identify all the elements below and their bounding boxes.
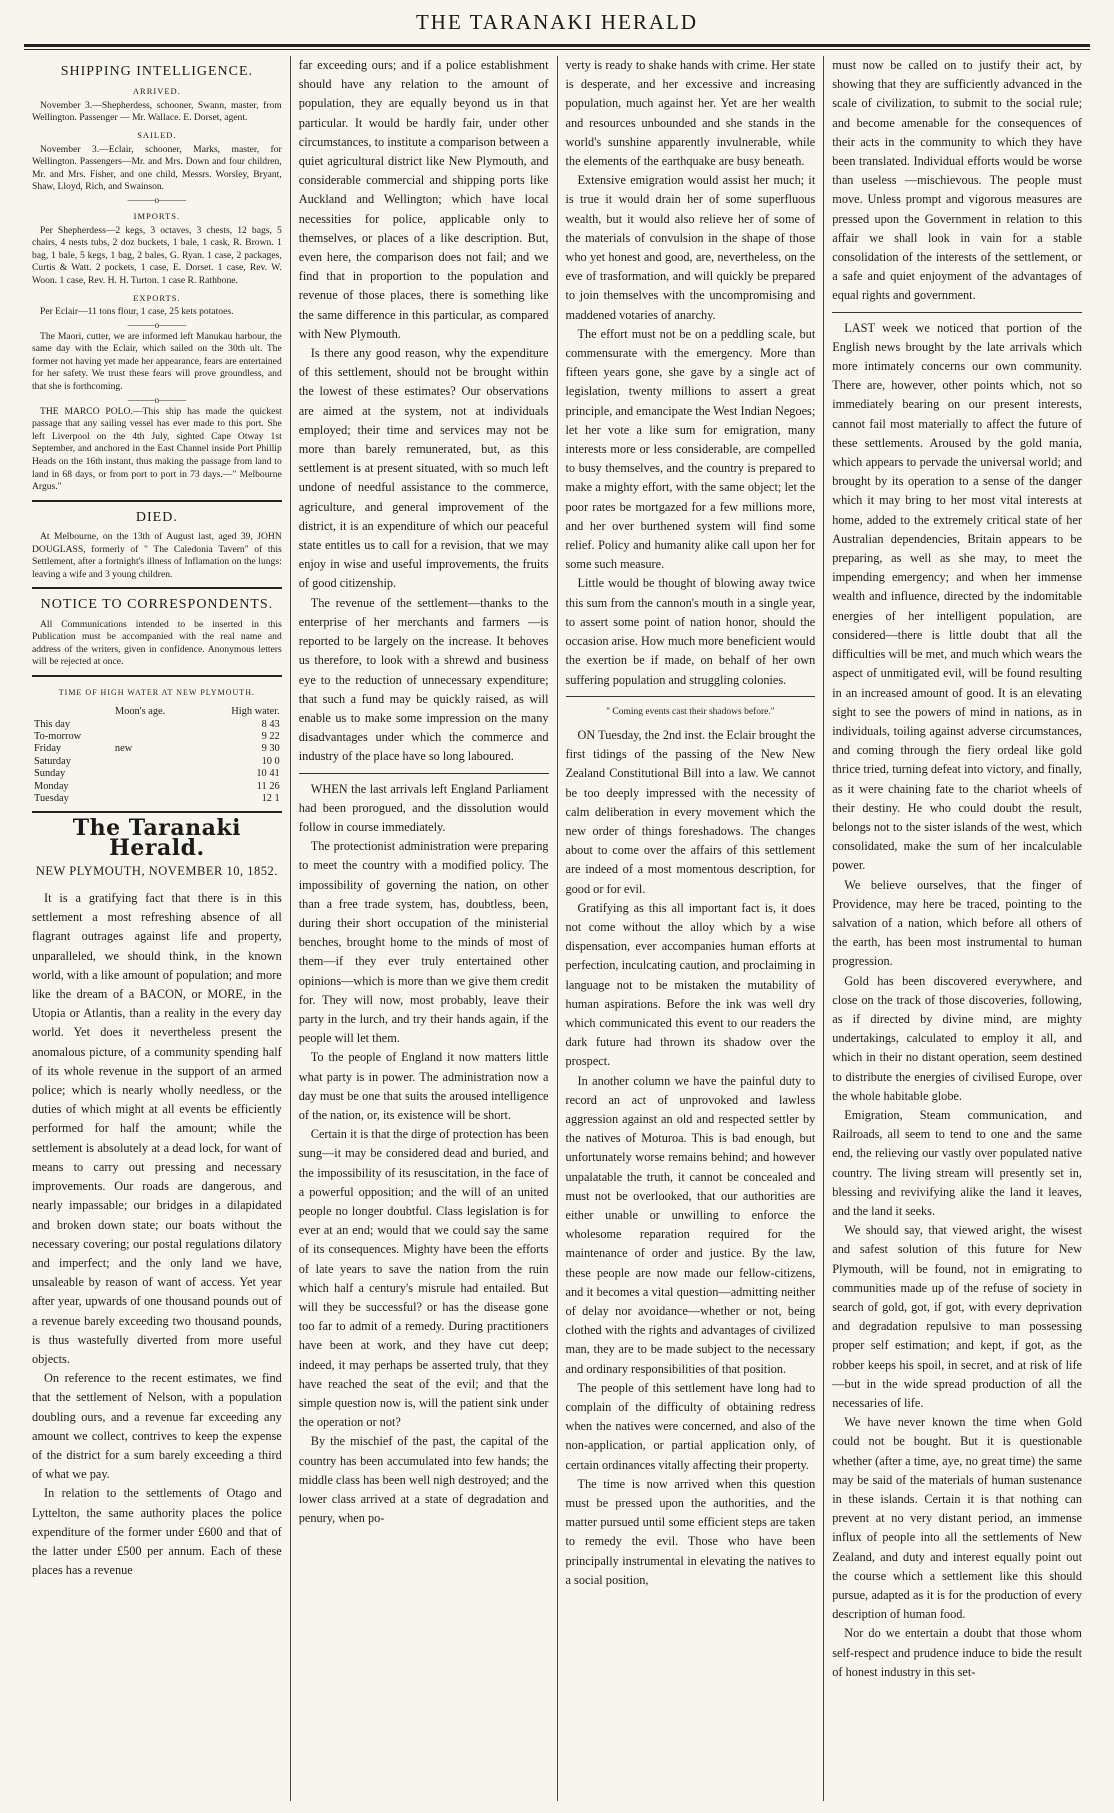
tide-row	[32, 743, 282, 755]
divider	[32, 500, 282, 502]
tide-col-high: High water.	[231, 706, 280, 718]
masthead-rule	[24, 44, 1090, 50]
editorial-col1	[32, 889, 282, 1580]
notice-text: All Communications intended to be inserted in this Publication must be accompanied with the real name and address of the writers, given in confidence. Anonymous letters will be rejected at once.	[32, 618, 282, 668]
tide-time: 9 22	[261, 731, 280, 742]
tide-day: Sunday	[34, 768, 66, 780]
tide-moon	[113, 781, 199, 793]
dateline: NEW PLYMOUTH, NOVEMBER 10, 1852.	[35, 863, 278, 878]
tide-day: Tuesday	[34, 793, 69, 805]
tide-time: 8 43	[261, 718, 280, 730]
tide-moon	[113, 768, 199, 780]
tide-time: 9 30	[261, 743, 280, 755]
masthead: THE TARANAKI HERALD	[415, 10, 699, 34]
died-text: At Melbourne, on the 13th of August last, aged 39, JOHN DOUGLASS, formerly of " The Caledonia Tavern" of this Settlement, after a fortnight's illness of Inflamation on the lungs: leaving a wife and 3 young children.	[32, 531, 282, 580]
tide-row	[32, 756, 282, 768]
paragraph: Little would be thought of blowing away twice this sum from the cannon's mouth in a single year, to assert some point of nation honor, should the occasion arise. How much more beneficient would the exertion be if made, on behalf of her own suffering population and struggling colonies.	[565, 576, 816, 687]
died-block	[32, 531, 282, 581]
paragraph: ON Tuesday, the 2nd inst. the Eclair brought the first tidings of the passing of the New New Zealand Constitutional Bill into a law. We cannot be too deeply impressed with the necessity of calm deliberation in every movement which the new order of things foreshadows. The changes about to come over the affairs of this settlement are indeed of a most momentous description, for good or for evil.	[565, 727, 816, 896]
separator: ———o———	[127, 194, 187, 205]
paragraph: The revenue of the settlement—thanks to the enterprise of her merchants and farmers —is reported to be largely on the increase. It behoves us therefore, to look with a shrewd and business eye to the reduction of unnecessary expenditure; that such a fund may be quickly raised, as will enable us to make some impression on the many disadvantages under which the commerce and industry of the place have so long laboured.	[298, 595, 549, 764]
paragraph: We should say, that viewed aright, the wisest and safest solution of this future for New Plymouth, will be found, not in emigrating to communities made up of the refuse of society in search of gold, got, if got, with every deprivation and degradation repulsive to man possessing proper self estimation; and kept, if got, as the robber keeps his spoil, in secret, and at risk of life—but in the wide spread production of all the necessaries of life.	[832, 1223, 1082, 1411]
tide-moon	[113, 756, 199, 768]
tide-row	[32, 781, 282, 793]
paragraph: WHEN the last arrivals left England Parliament had been prorogued, and the dissolution would follow in course immediately.	[298, 781, 549, 834]
paragraph: To the people of England it now matters little what party is in power. The administration now a day must be one that suits the aroused intelligence of the nation, or, its existence will be short.	[298, 1050, 549, 1122]
paragraph: verty is ready to shake hands with crime. Her state is desperate, and her excessive and increasing population, much against her. Yet are her wealth and resources unbounded and she stands in the world's sunshine apparently invulnerable, while the elements of the earthquake are busy beneath.	[565, 58, 816, 169]
paragraph: The effort must not be on a peddling scale, but commensurate with the emergency. More than fifteen years gone, she gave by a single act of legislation, twenty millions to assert a great principle, and emancipate the West Indian Negoes; let her vote a like sum for emigration, many interests more or less considerable, are compelled to busy themselves, and the country is prepared to make a mighty effort, with the same object; let the poor rates be mortgazed for a few millions more, and her over burthened system will find some relief. Policy and humanity alike call upon her for some such measure.	[565, 326, 816, 572]
marco-polo-text: THE MARCO POLO.—This ship has made the quickest passage that any sailing vessel has ever made to this port. She left Liverpool on the 4th July, sighted Cape Otway 1st September, and anchored in the East Channel inside Port Phillip Heads on the 16th instant, thus making the passage from land to land in 68 days, or from port to port in 73 days.—" Melbourne Argus."	[32, 405, 282, 493]
paragraph: In another column we have the painful duty to record an act of unprovoked and lawless aggression against an old and respected settler by the natives of Moturoa. This is bad enough, but unfortunately worse remains behind; and however unpalatable the truth, it cannot be concealed and must not be overlooked, that our authorities are either unable or unwilling to enforce the wholesome reparation required for the maintenance of order and justice. By the law, these people are now made our fellow-citizens, and it becomes a vital question—admitting neither of delay nor avoidance—whether or not, being clothed with the rights and advantages of civilized man, they are to be made subject to the necessary and ordinary responsibilities of that position.	[565, 1073, 816, 1376]
tide-row	[32, 768, 282, 780]
tide-table	[32, 706, 282, 805]
arrived-text: November 3.—Shepherdess, schooner, Swann, master, from Wellington. Passenger — Mr. Wallace. E. Dorset, agent.	[32, 99, 282, 124]
paragraph: Extensive emigration would assist her much; it is true it would drain her of some superfluous wealth, but it would also relieve her of some of the materials of convulsion in the shape of those who yet honest and good, are, nevertheless, on the eve of trasformation, and will quickly be prepared to join themselves with the uncompromising and maddened votaries of anarchy.	[565, 173, 816, 322]
paragraph: The people of this settlement have long had to complain of the difficulty of obtaining redress when the natives were concerned, and also of the non-application, or partial application only, of certain ordinances vitally affecting their property.	[565, 1380, 816, 1472]
quote: " Coming events cast their shadows before."	[606, 706, 775, 717]
died-title: DIED.	[135, 509, 178, 525]
shipping-title: SHIPPING INTELLIGENCE.	[60, 64, 254, 79]
tide-day: To-morrow	[34, 731, 82, 742]
paragraph: must now be called on to justify their act, by showing that they are sufficiently advanced in the scale of civilization, to submit to the social rule; and become amenable for the consequences of their acts in the community to which they have been translated. Individual efforts would be worse than useless —mischievous. The people must move. Unless prompt and vigorous measures are pressed upon the Government in relation to this affair we shall look in vain for a stable consolidation of the interests of the settlement, or a safe and quiet enjoyment of the advantages of equal rights and government.	[832, 58, 1082, 303]
sailed-text: November 3.—Eclair, schooner, Marks, master, for Wellington. Passengers—Mr. and Mrs. Down and four children, Mr. and Mrs. Fisher, and one child, Messrs. Worsley, Bryant, Shaw, Lloyd, Rich, and Swainson.	[32, 143, 282, 193]
paragraph: It is a gratifying fact that there is in this settlement a most refreshing absence of all flagrant outrages against life and property, unparalleled, we should think, in the known world, with a like amount of population; and more like the dream of a BACON, or MORE, in the Utopia or Atlantis, than a reality in the every day world. Yet does it nevertheless present the anomalous picture, of a community spending half of its whole revenue in the support of an armed police; which is nearly wholly needless, or the duties of which might at all events be efficiently performed for half the amount; while the settlement is absolutely at a dead lock, for want of means to carry out pressing and necessary improvements. Our roads are dangerous, and nearly impassable; our bridges in a dilapidated and broken down state; our boats without the necessary covering; our postal regulations dilatory and imperfect; and the only land we have, unsaleable by reason of want of access. Yet year after year, upwards of one thousand pounds out of a revenue barely exceeding two thousand pounds, is thus wastefully diverted from more useful objects.	[32, 891, 282, 1366]
sailed-label: SAILED.	[137, 129, 177, 140]
tide-time: 11 26	[256, 780, 280, 792]
paragraph: By the mischief of the past, the capital of the country has been accumulated into few hands; the middle class has been well nigh destroyed; and the lower class arrived at a state of degradation and penury, when po-	[298, 1434, 549, 1526]
divider	[832, 312, 1082, 313]
paragraph: We have never known the time when Gold could not be bought. But it is questionable whether (after a time, aye, no great time) the same may be said of the materials of human sustenance in these islands. Certain it is that nothing can prevent at no very distant period, an immense influx of people into all the settlements of New Zealand, and duty and interest equally point out the course which a settlement like this should pursue, adapted as it is for the production of every description of human food.	[832, 1415, 1082, 1622]
tide-day: Friday	[34, 743, 62, 755]
paragraph: The protectionist administration were preparing to meet the country with a modified policy. The impossibility of governing the nation, on other than a free trade system, has, doubtless, been, during their short occupation of the ministerial benches, brought home to the minds of most of them—if they ever truly entertained other opinions—which is more than we give them credit for. They will now, most probably, leave their party in the lurch, and try their hands again, if the people will let them.	[298, 839, 549, 1046]
tide-moon	[113, 719, 199, 731]
separator: ———o———	[127, 394, 187, 405]
imports-label: IMPORTS.	[133, 210, 181, 221]
paragraph: On reference to the recent estimates, we find that the settlement of Nelson, with a population doubling ours, and a revenue far exceeding any amount we collect, contrives to keep the expense of the district for a sum barely exceeding a third of what we pay.	[32, 1371, 282, 1482]
arrived-label: ARRIVED.	[132, 86, 181, 97]
herald-title: The Taranaki Herald.	[72, 815, 241, 861]
paragraph: Is there any good reason, why the expenditure of this settlement, should not be brought within the lowest of these estimates? Our observations are aimed at the system, not at individuals employed; their time and services may not be more than barely remunerated, but, as this settlement is at present situated, with so much left undone of needful assistance to the commerce, agriculture, and general improvement of the district, it is an expenditure of which our peaceful state entitles us to call for a revision, that we may enjoy in wise and useful improvements, the fruits of good citizenship.	[298, 346, 549, 591]
paragraph: LAST week we noticed that portion of the English news brought by the late arrivals which more intimately concerns our own community. There are, however, other points which, not so immediately bearing on our present interests, cannot fail most materially to affect the future of these settlements. Aroused by the gold mania, which appears to pervade the universal world; and brought by its operation to a sense of the danger which it may bring to her most vital interests at home, added to the extremely critical state of her Australian dependencies, Britain appears to be preparing, as well as she may, to meet the impending emergency; and when her immense wealth and influence, directed by the indomitable energies of her intelligent population, are considered—there is little doubt that all the difficulties will be met, and much which wears the aspect of unmitigated evil, will be found resulting in an increased amount of good. It is an elevating sight to see the powers of mind in nations, as in individuals, toiling against adverse circumstances, and coming through the fiery ordeal like gold thrice tried, turning defeat into victory, and finally, as it were chaining fate to the chariot wheels of their destiny. He who could doubt the result, belongs not to the sister islands of the west, which consolidated, make the sum of her incalculable power.	[832, 320, 1082, 873]
column-2	[290, 56, 557, 1801]
paragraph: In relation to the settlements of Otago and Lyttelton, the same authority places the police expenditure of the former under £600 and that of the latter under £500 per annum. Each of these places has a revenue	[32, 1486, 282, 1578]
divider	[566, 696, 816, 697]
paragraph: Nor do we entertain a doubt that those whom self-respect and prudence induce to bide the result of honest industry in this set-	[832, 1626, 1082, 1679]
paragraph: The time is now arrived when this question must be pressed upon the authorities, and the matter pursued until some efficient steps are taken to remedy the evil. Those who have been principally instrumental in elevating the natives to a social position,	[565, 1476, 816, 1587]
notice-title: NOTICE TO CORRESPONDENTS.	[40, 597, 274, 613]
columns	[24, 56, 1090, 1801]
column-3	[557, 56, 824, 1801]
tide-day: Saturday	[34, 755, 71, 767]
maori-cutter-text: The Maori, cutter, we are informed left Manukau harbour, the same day with the Eclair, which sailed on the 30th ult. The former not having yet made her appearance, fears are entertained for her safety. We trust these fears will prove groundless, and that she is forthcoming.	[32, 330, 282, 393]
shipping-block	[32, 85, 282, 494]
tide-col-moon: Moon's age.	[114, 706, 166, 718]
paragraph: far exceeding ours; and if a police establishment should have any relation to the amount of population, they are equally beyond us in that particular. It would be hardly fair, under other circumstances, to institute a comparison between a quiet agricultural district like New Plymouth, and considerable commercial and shipping ports like Auckland and Wellington; which have local necessities for police, applicable only to themselves, or places of a like description. But, even here, the comparison does not fail; and we find that in proportion to the population and revenue of those places, there is something like the same difference in this particular, as compared with New Plymouth.	[298, 58, 549, 341]
tide-day: This day	[34, 718, 71, 730]
imports-text: Per Shepherdess—2 kegs, 3 octaves, 3 chests, 12 bags, 5 chairs, 4 nests tubs, 2 doz buckets, 1 bale, 1 cask, R. Brown. 1 bag, 1 bale, 5 kegs, 1 bag, 2 bales, G. Ryan. 1 case, 2 packages, Curtis & Watt. 2 pockets, 1 case, E. Dorset. 1 case, Rev. W. Woon. 1 case, Rev. H. H. Turton. 1 case R. Rathbone.	[32, 224, 282, 286]
tide-header-row	[32, 706, 282, 718]
paragraph: Certain it is that the dirge of protection has been sung—it may be considered dead and buried, and the impossibility of its resuscitation, in the face of a powerful opposition; and the will of an united people no longer doubtful. Class legislation is for ever at an end; would that we could say the same of its consequences. Mighty have been the efforts of late years to save the nation from the ruin which half a century's misrule had entailed. But will they be successful? or has the disease gone too far to admit of a remedy. During practitioners have been at work, and they have cut deep; indeed, it may perhaps be asserted truly, that they have reached the seat of the evil; and that the simple question now is, will the patient sink under the operation or not?	[298, 1127, 549, 1430]
tide-row	[32, 719, 282, 731]
separator: ———o———	[127, 319, 187, 330]
tide-day: Monday	[34, 780, 69, 792]
divider	[299, 773, 549, 774]
paragraph: Gold has been discovered everywhere, and close on the track of those discoveries, following, as if directed by divine mind, are mighty undertakings, calculated to employ it all, and which in their no distant operation, seem destined to distribute the energies of civilised Europe, over the whole habitable globe.	[832, 973, 1082, 1103]
tide-moon	[113, 731, 199, 743]
exports-label: EXPORTS.	[133, 292, 181, 303]
paragraph: We believe ourselves, that the finger of Providence, may here be traced, pointing to the salvation of a nation, which before all others of the earth, has been most instrumental to human progression.	[832, 877, 1082, 969]
tide-moon: new	[114, 743, 133, 755]
exports-text: Per Eclair—11 tons flour, 1 case, 25 kets potatoes.	[40, 306, 234, 318]
column-1	[24, 56, 290, 1801]
tide-row	[32, 793, 282, 805]
divider	[32, 587, 282, 589]
tide-title: TIME OF HIGH WATER AT NEW PLYMOUTH.	[58, 687, 255, 697]
divider	[32, 811, 282, 813]
notice-block	[32, 619, 282, 669]
tide-row	[32, 731, 282, 743]
divider	[32, 675, 282, 677]
paragraph: Gratifying as this all important fact is, it does not come without the alloy which by a wise dispensation, ever accompanies human efforts at perfection, inculcating caution, and proclaiming in language not to be mistaken the mutability of human aspirations. Before the ink was well dry which communicated this event to our readers the dark future had thrown its shadow over the prospect.	[565, 900, 816, 1069]
tide-time: 10 41	[256, 768, 280, 780]
tide-time: 12 1	[261, 793, 280, 805]
paragraph: Emigration, Steam communication, and Railroads, all seem to tend to one and the same end, the relieving our vastly over populated native country. The living stream will presently set in, blessing and revivifying alike the land it leaves, and the land it seeks.	[832, 1107, 1082, 1218]
tide-moon	[113, 793, 199, 805]
tide-time: 10 0	[261, 755, 280, 767]
column-4	[823, 56, 1090, 1801]
